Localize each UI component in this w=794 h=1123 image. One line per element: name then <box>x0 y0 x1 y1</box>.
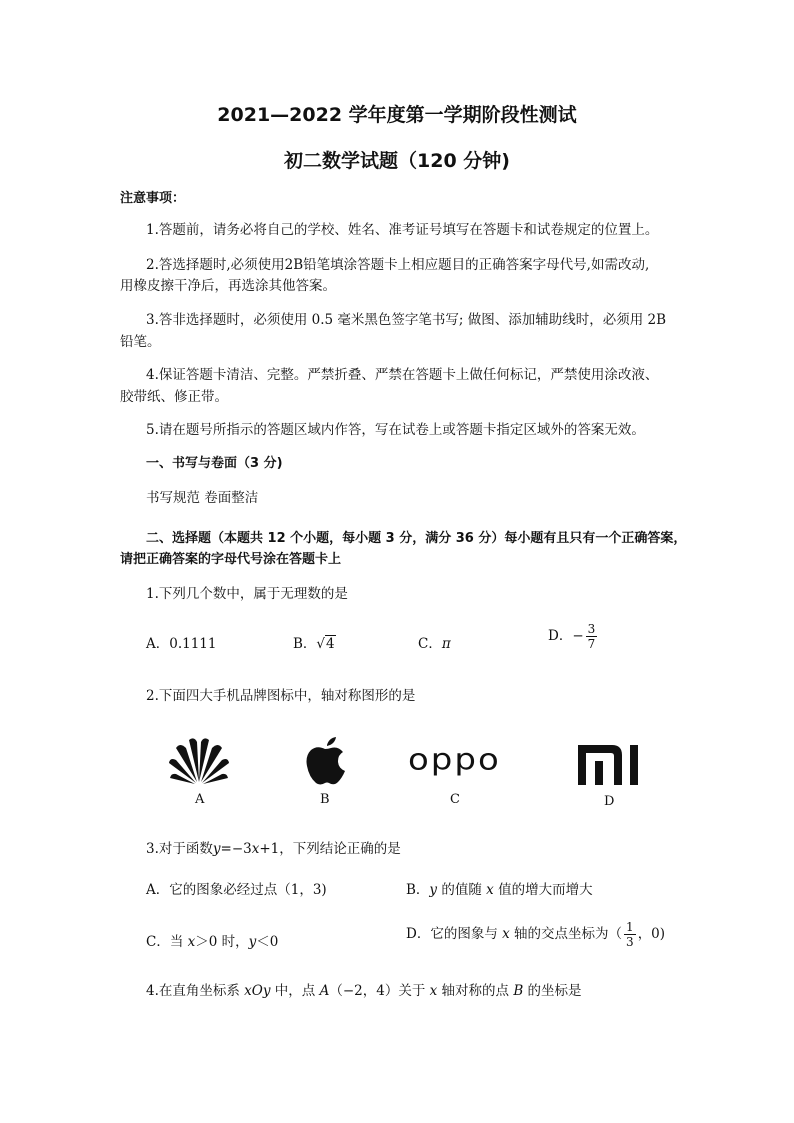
section-content: 书写规范 卷面整洁 <box>146 490 259 506</box>
oppo-logo-icon: oppo <box>408 743 501 777</box>
stem-text: +1，下列结论正确的是 <box>259 841 401 857</box>
point-a: A <box>319 983 330 999</box>
option-text: 值的增大而增大 <box>493 882 593 898</box>
numerator: 1 <box>626 920 634 934</box>
section-heading: 请把正确答案的字母代号涂在答题卡上 <box>120 552 342 567</box>
apple-logo-icon <box>305 737 347 785</box>
question-stem <box>146 837 401 857</box>
var-x: x <box>187 934 196 950</box>
var-y: y <box>212 841 221 857</box>
section-heading: 一、书写与卷面（3 分) <box>146 456 283 471</box>
sqrt-expression: √4 <box>316 636 335 652</box>
notes-heading: 注意事项： <box>120 191 186 206</box>
fraction <box>586 622 598 651</box>
option-text: 轴的交点坐标为（ <box>509 926 623 942</box>
option-label: B． <box>406 882 430 898</box>
option-label: D．它的图象与 <box>406 926 503 942</box>
option-text: ＞0 时， <box>195 934 249 950</box>
point-b: B <box>513 983 524 999</box>
stem-text: 的坐标是 <box>523 983 582 999</box>
option-label: C． <box>418 636 442 652</box>
huawei-logo-icon <box>166 736 232 784</box>
var-x: x <box>251 841 260 857</box>
note-line: 胶带纸、修正带。 <box>120 389 228 405</box>
numerator: 3 <box>587 622 596 636</box>
var-y: y <box>429 882 438 898</box>
note-line: 1.答题前，请务必将自己的学校、姓名、准考证号填写在答题卡和试卷规定的位置上。 <box>146 222 659 238</box>
option-label-c: C <box>450 792 460 807</box>
option-a: A．0.1111 <box>146 636 217 652</box>
var-x: x <box>486 882 494 898</box>
section-heading: 二、选择题（本题共 12 个小题，每小题 3 分，满分 36 分）每小题有且只有一个正确答案， <box>146 531 687 546</box>
page-subtitle: 初二数学试题（120 分钟) <box>284 150 510 172</box>
var-x: x <box>429 983 438 999</box>
var-y: y <box>248 934 257 950</box>
option-label-d: D <box>604 794 615 809</box>
note-line: 5.请在题号所指示的答题区域内作答，写在试卷上或答题卡指定区域外的答案无效。 <box>146 422 645 438</box>
option-d <box>548 622 599 651</box>
mi-logo-icon <box>578 745 640 785</box>
question-stem <box>146 979 582 999</box>
note-line: 3.答非选择题时，必须使用 0.5 毫米黑色签字笔书写; 做图、添加辅助线时，必须用 2B <box>146 312 667 328</box>
option-c <box>146 930 278 950</box>
option-text: ＜0 <box>256 934 279 950</box>
stem-text: （−2，4）关于 <box>329 983 430 999</box>
option-b <box>406 878 593 898</box>
note-line: 铅笔。 <box>120 334 161 350</box>
option-text: 的值随 <box>437 882 487 898</box>
var-x: x <box>502 926 510 942</box>
option-label: B． <box>293 636 317 652</box>
stem-text: 3.对于函数 <box>146 841 213 857</box>
stem-text: =−3 <box>220 841 252 857</box>
note-line: 2.答选择题时,必须使用2B铅笔填涂答题卡上相应题目的正确答案字母代号,如需改动, <box>146 257 650 273</box>
option-b <box>293 632 336 652</box>
option-d <box>406 920 665 949</box>
denominator: 7 <box>587 637 596 651</box>
question-stem: 2.下面四大手机品牌图标中，轴对称图形的是 <box>146 688 416 704</box>
option-text: ，0) <box>637 926 666 942</box>
note-line: 4.保证答题卡清洁、完整。严禁折叠、严禁在答题卡上做任何标记，严禁使用涂改液、 <box>146 367 659 383</box>
note-line: 用橡皮擦干净后，再选涂其他答案。 <box>120 278 336 294</box>
pi-symbol: π <box>441 636 451 652</box>
coord-system: xOy <box>244 983 271 999</box>
option-label-a: A <box>195 792 205 807</box>
radicand: 4 <box>326 636 335 652</box>
stem-text: 4.在直角坐标系 <box>146 983 245 999</box>
page-title: 2021—2022 学年度第一学期阶段性测试 <box>217 104 577 126</box>
option-label: C．当 <box>146 934 188 950</box>
fraction <box>624 920 636 949</box>
option-c <box>418 632 451 652</box>
option-label: D．− <box>548 628 584 644</box>
option-a: A．它的图象必经过点（1，3) <box>146 882 327 898</box>
stem-text: 轴对称的点 <box>437 983 514 999</box>
question-stem: 1.下列几个数中，属于无理数的是 <box>146 586 348 602</box>
denominator: 3 <box>626 935 634 949</box>
stem-text: 中，点 <box>270 983 320 999</box>
option-label-b: B <box>320 792 330 807</box>
